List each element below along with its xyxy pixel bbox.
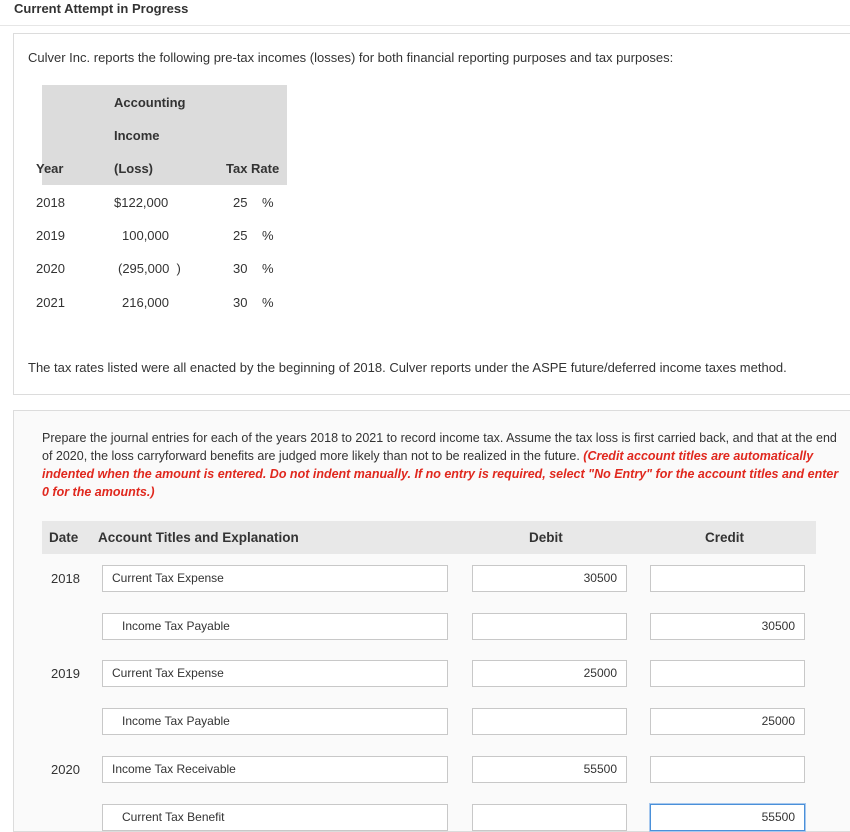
row-year: 2021	[36, 295, 65, 310]
row-year: 2018	[36, 195, 65, 210]
header-account-titles: Account Titles and Explanation	[98, 530, 299, 545]
row-percent: %	[262, 261, 274, 276]
question-instruction	[42, 429, 842, 501]
debit-input[interactable]: 55500	[472, 756, 627, 783]
account-title-input[interactable]: Current Tax Expense	[102, 565, 448, 592]
account-title-input[interactable]: Current Tax Benefit	[102, 804, 448, 831]
credit-input[interactable]: 30500	[650, 613, 805, 640]
account-title-input[interactable]: Income Tax Receivable	[102, 756, 448, 783]
row-rate: 25	[233, 195, 248, 210]
header-debit: Debit	[529, 530, 563, 545]
entry-year: 2020	[51, 762, 80, 777]
problem-intro: Culver Inc. reports the following pre-tax incomes (losses) for both financial reporting purposes and tax purposes:	[28, 50, 674, 65]
row-income: $122,000	[114, 195, 169, 210]
row-rate: 25	[233, 228, 248, 243]
debit-input[interactable]	[472, 613, 627, 640]
header-date: Date	[49, 530, 79, 545]
header-accounting: Accounting	[114, 95, 186, 110]
credit-input[interactable]: 55500	[650, 804, 805, 831]
header-divider	[0, 25, 850, 26]
row-rate: 30	[233, 261, 248, 276]
journal-header	[42, 521, 816, 554]
debit-input[interactable]	[472, 708, 627, 735]
question-card	[13, 410, 850, 832]
row-rate: 30	[233, 295, 248, 310]
credit-input[interactable]	[650, 660, 805, 687]
row-year: 2020	[36, 261, 65, 276]
problem-card	[13, 33, 850, 395]
row-income: 216,000	[122, 295, 169, 310]
header-loss: (Loss)	[114, 161, 153, 176]
header-year: Year	[36, 161, 64, 176]
row-percent: %	[262, 295, 274, 310]
debit-input[interactable]	[472, 804, 627, 831]
entry-year: 2018	[51, 571, 80, 586]
account-title-input[interactable]: Income Tax Payable	[102, 613, 448, 640]
row-income: 100,000	[122, 228, 169, 243]
row-year: 2019	[36, 228, 65, 243]
account-title-input[interactable]: Income Tax Payable	[102, 708, 448, 735]
header-credit: Credit	[705, 530, 745, 545]
instruction-text: Prepare the journal entries for each of the years 2018 to 2021 to record income tax. Assume the tax loss is first carried back, and that at the end of 2020, the loss carryforward benefits are judged more likely than not to be realized in the future.	[42, 431, 837, 463]
entry-year: 2019	[51, 666, 80, 681]
credit-input[interactable]	[650, 565, 805, 592]
header-tax-rate: Tax Rate	[226, 161, 280, 176]
debit-input[interactable]: 25000	[472, 660, 627, 687]
account-title-input[interactable]: Current Tax Expense	[102, 660, 448, 687]
instruction-warning: (Credit account titles are automatically indented when the amount is entered. Do not indent manually. If no entry is required, select "No Entry" for the account titles and enter 0 for the amounts.)	[42, 449, 839, 499]
header-income: Income	[114, 128, 160, 143]
credit-input[interactable]	[650, 756, 805, 783]
row-percent: %	[262, 195, 274, 210]
debit-input[interactable]: 30500	[472, 565, 627, 592]
attempt-status-title: Current Attempt in Progress	[14, 1, 189, 16]
row-income: (295,000 )	[118, 261, 181, 276]
tax-rate-note: The tax rates listed were all enacted by the beginning of 2018. Culver reports under the ASPE future/deferred income taxes method.	[28, 360, 787, 375]
credit-input[interactable]: 25000	[650, 708, 805, 735]
row-percent: %	[262, 228, 274, 243]
